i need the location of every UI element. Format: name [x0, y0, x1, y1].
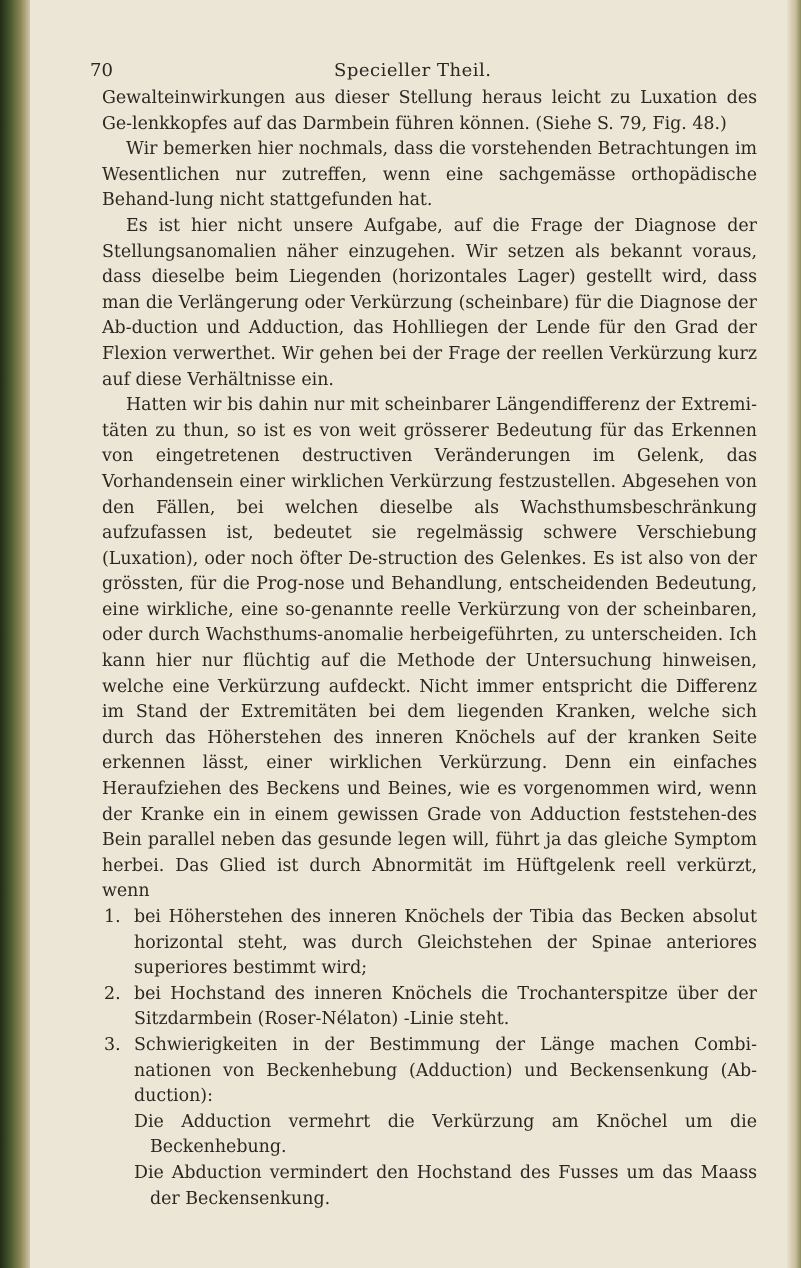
page-number: 70 — [90, 60, 113, 81]
running-title: Specieller Theil. — [334, 60, 492, 81]
paragraph: Gewalteinwirkungen aus dieser Stellung heraus leicht zu Luxation des Ge-lenkkopfes auf das Darmbein führen können. (Siehe S. 79, Fig. 48.) — [102, 88, 757, 134]
paragraph: Hatten wir bis dahin nur mit scheinbarer Längendifferenz der Extremi-täten zu thun, so ist es von weit grösserer Bedeutung für das Erkennen von eingetretenen destructiven Veränderungen im Gelenk, das Vorhandensein einer wirklichen Verkürzung festzustellen. Abgesehen von den Fällen, bei welchen dieselbe als Wachsthumsbeschränkung aufzufassen ist, bedeutet sie regelmässig schwere Verschiebung (Luxation), oder noch öfter De-struction des Gelenkes. Es ist also von der grössten, für die Prog-nose und Behandlung, entscheidenden Bedeutung, eine wirkliche, eine so-genannte reelle Verkürzung von der scheinbaren, oder durch Wachsthums-anomalie herbeigeführten, zu unterscheiden. Ich kann hier nur flüchtig auf die Methode der Untersuchung hinweisen, welche eine Verkürzung aufdeckt. Nicht immer entspricht die Differenz im Stand der Extremitäten bei dem liegenden Kranken, welche sich durch das Höherstehen des inneren Knöchels auf der kranken Seite erkennen lässt, einer wirklichen Verkürzung. Denn ein einfaches Heraufziehen des Beckens und Beines, wie es vorgenommen wird, wenn der Kranke ein in einem gewissen Grade von Adduction feststehen-des Bein parallel neben das gesunde legen will, führt ja das gleiche Symptom herbei. Das Glied ist durch Abnormität im Hüftgelenk reell verkürzt, wenn — [102, 395, 757, 902]
list-item — [102, 905, 757, 982]
page-body — [102, 86, 757, 1212]
sub-item: Die Adduction vermehrt die Verkürzung am Knöchel um die Beckenhebung. — [134, 1111, 757, 1158]
page-edge — [787, 0, 801, 1268]
list-number: 1. — [104, 907, 121, 927]
list-text: Schwierigkeiten in der Bestimmung der Länge machen Combi-nationen von Beckenhebung (Adduction) und Beckensenkung (Ab-duction): — [134, 1034, 757, 1107]
list-number: 3. — [104, 1034, 121, 1055]
list-number: 2. — [104, 983, 121, 1004]
list-item — [102, 1033, 757, 1110]
list-item — [102, 982, 757, 1033]
book-gutter — [0, 0, 30, 1268]
paragraph: Wir bemerken hier nochmals, dass die vorstehenden Betrachtungen im Wesentlichen nur zutreffen, wenn eine sachgemässe orthopädische Behand-lung nicht stattgefunden hat. — [102, 139, 757, 211]
list-text: bei Hochstand des inneren Knöchels die Trochanterspitze über der Sitzdarmbein (Roser-Nélaton) -Linie steht. — [134, 983, 757, 1030]
numbered-list — [102, 905, 757, 1110]
paragraph: Es ist hier nicht unsere Aufgabe, auf die Frage der Diagnose der Stellungsanomalien näher einzugehen. Wir setzen als bekannt voraus, dass dieselbe beim Liegenden (horizontales Lager) gestellt wird, dass man die Verlängerung oder Verkürzung (scheinbare) für die Diagnose der Ab-duction und Adduction, das Hohlliegen der Lende für den Grad der Flexion verwerthet. Wir gehen bei der Frage der reellen Verkürzung kurz auf diese Verhältnisse ein. — [102, 215, 757, 390]
sub-item: Die Abduction vermindert den Hochstand des Fusses um das Maass der Beckensenkung. — [134, 1162, 757, 1209]
list-text: bei Höherstehen des inneren Knöchels der Tibia das Becken absolut horizontal steht, was durch Gleichstehen der Spinae anteriores superiores bestimmt wird; — [134, 907, 757, 979]
page-header — [90, 60, 750, 88]
